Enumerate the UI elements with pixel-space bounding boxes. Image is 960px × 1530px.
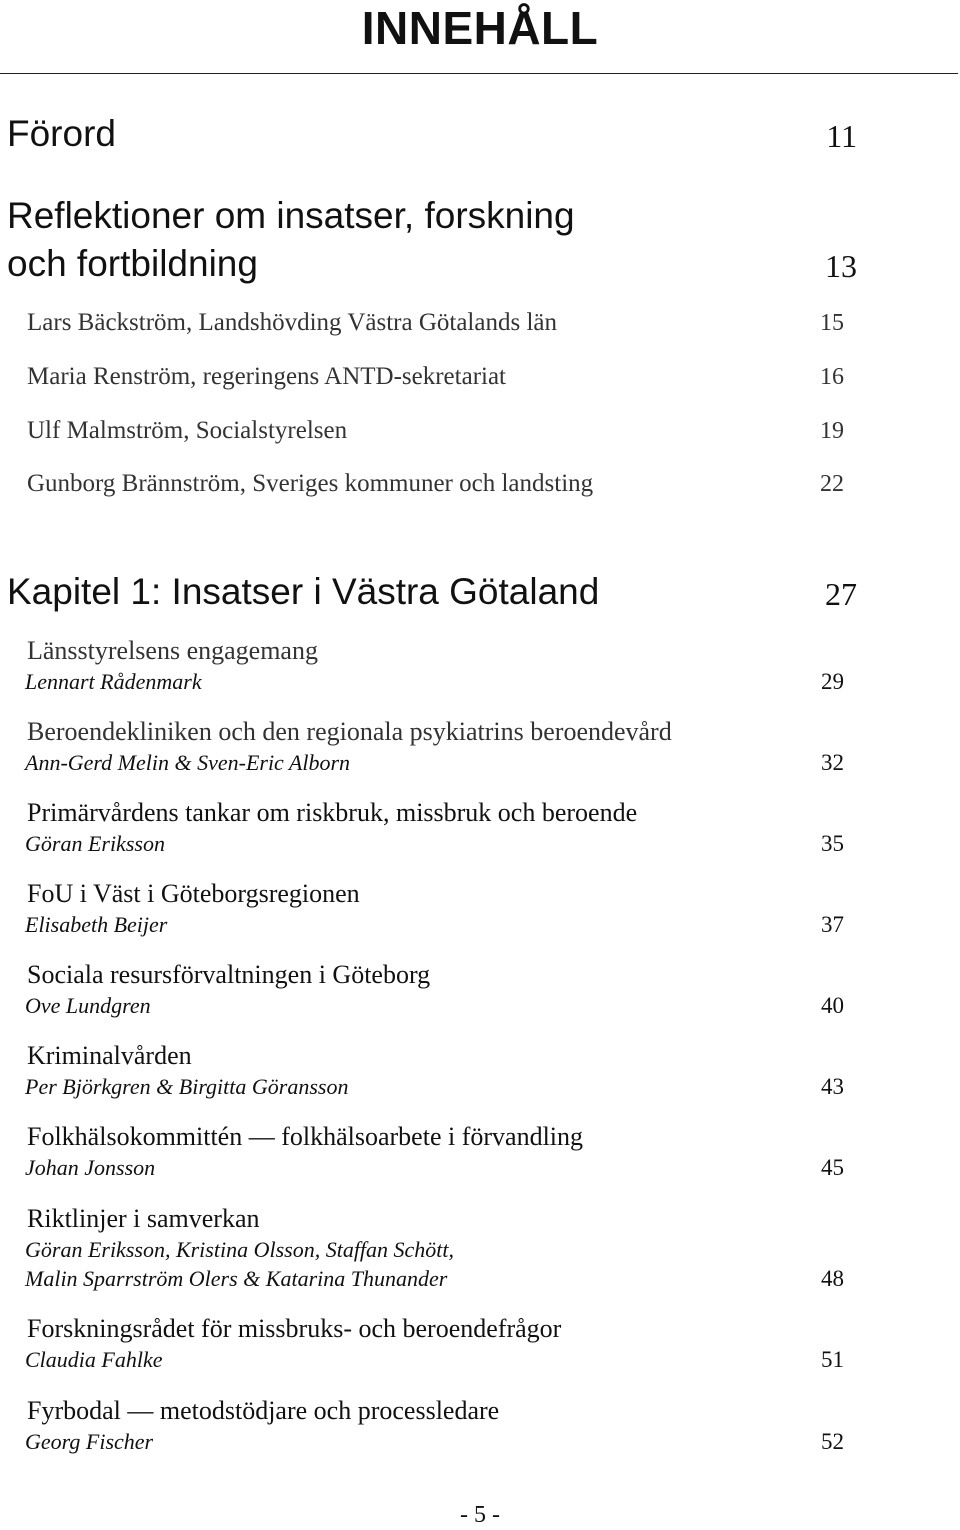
toc-entry-page: 35	[821, 831, 844, 856]
toc-entry-author: Claudia Fahlke	[25, 1347, 163, 1372]
toc-entry-title: Folkhälsokommittén — folkhälsoarbete i förvandling	[27, 1122, 584, 1151]
toc-entry-author: Lennart Rådenmark	[25, 669, 202, 694]
toc-heading-page: 27	[825, 576, 857, 612]
toc-entry-title: Beroendekliniken och den regionala psykiatrins beroendevård	[27, 717, 672, 746]
toc-subitem-text: Maria Renström, regeringens ANTD-sekretariat	[27, 363, 507, 390]
toc-heading-page: 11	[826, 118, 857, 154]
toc-entry-title: FoU i Väst i Göteborgsregionen	[27, 879, 360, 908]
toc-heading-text: Kapitel 1: Insatser i Västra Götaland	[7, 571, 600, 612]
toc-entry-title: Primärvårdens tankar om riskbruk, missbruk och beroende	[27, 798, 638, 827]
toc-entry-page: 48	[821, 1266, 844, 1291]
page-number: - 5 -	[460, 1502, 500, 1528]
toc-entry-author: Elisabeth Beijer	[25, 912, 168, 937]
toc-entry-author: Per Björkgren & Birgitta Göransson	[25, 1074, 349, 1099]
toc-entry-author: Johan Jonsson	[25, 1155, 156, 1180]
toc-entry-title: Sociala resursförvaltningen i Göteborg	[27, 960, 431, 989]
toc-subitem-text: Lars Bäckström, Landshövding Västra Götalands län	[27, 309, 557, 336]
toc-subitem-page: 19	[820, 418, 844, 444]
toc-entry-author-line1: Göran Eriksson, Kristina Olsson, Staffan Schött,	[25, 1237, 455, 1262]
toc-subitem-page: 15	[820, 310, 844, 336]
toc-entry-title: Fyrbodal — metodstödjare och processledare	[27, 1396, 500, 1425]
toc-heading-text-line1: Reflektioner om insatser, forskning	[7, 195, 575, 236]
toc-entry-page: 29	[821, 669, 844, 694]
title-divider	[0, 73, 958, 74]
toc-entry-page: 37	[821, 912, 844, 937]
toc-entry-author: Göran Eriksson	[25, 831, 165, 856]
toc-entry-title: Riktlinjer i samverkan	[27, 1204, 260, 1233]
toc-entry-page: 52	[821, 1429, 844, 1454]
toc-entry-author: Malin Sparrström Olers & Katarina Thunander	[25, 1266, 448, 1291]
toc-entry-title: Länsstyrelsens engagemang	[27, 636, 318, 665]
toc-subitem-text: Gunborg Brännström, Sveriges kommuner och landsting	[27, 470, 594, 497]
toc-heading-text: Förord	[7, 113, 116, 154]
toc-subitem-page: 22	[820, 471, 844, 497]
toc-heading-text-line2: och fortbildning	[7, 243, 258, 284]
toc-entry-page: 45	[821, 1155, 844, 1180]
toc-entry-title: Forskningsrådet för missbruks- och beroendefrågor	[27, 1314, 562, 1343]
toc-entry-page: 43	[821, 1074, 844, 1099]
toc-entry-author: Ove Lundgren	[25, 993, 151, 1018]
toc-heading-page: 13	[825, 248, 857, 284]
toc-entry-author: Ann-Gerd Melin & Sven-Eric Alborn	[25, 750, 351, 775]
page-title: INNEHÅLL	[361, 2, 599, 54]
toc-entry-author: Georg Fischer	[25, 1429, 154, 1454]
toc-entry-page: 32	[821, 750, 844, 775]
toc-subitem-page: 16	[820, 364, 844, 390]
toc-entry-page: 51	[821, 1347, 844, 1372]
toc-entry-page: 40	[821, 993, 844, 1018]
toc-entry-title: Kriminalvården	[27, 1041, 192, 1070]
toc-subitem-text: Ulf Malmström, Socialstyrelsen	[27, 417, 348, 444]
